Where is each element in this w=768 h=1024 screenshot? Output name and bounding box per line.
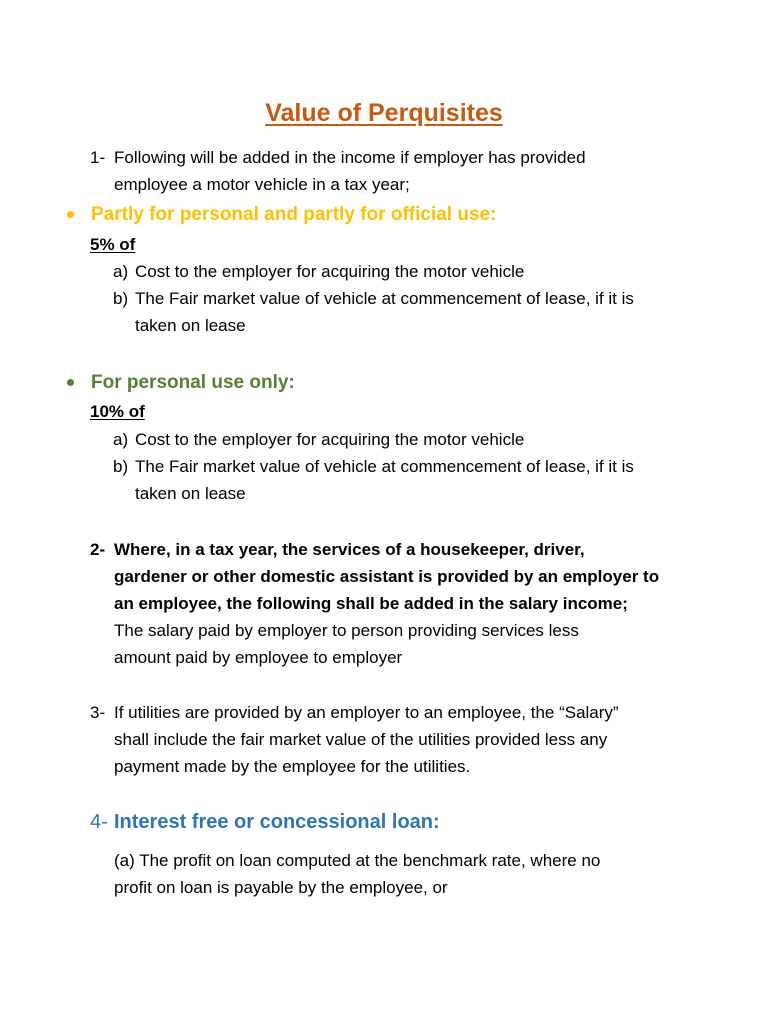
item-1-line-2: employee a motor vehicle in a tax year; xyxy=(114,175,410,194)
item-1 xyxy=(90,144,710,200)
item-2-line-2: amount paid by employee to employer xyxy=(114,648,403,667)
item-4-line-1: (a) The profit on loan computed at the benchmark rate, where no xyxy=(114,851,601,870)
item-3-number: 3- xyxy=(90,703,106,722)
item-2 xyxy=(90,536,710,671)
item-2-bold-line-2: gardener or other domestic assistant is provided by an employer to xyxy=(114,567,660,586)
partly-item-a xyxy=(113,258,713,285)
item-2-bold-line-1: Where, in a tax year, the services of a housekeeper, driver, xyxy=(114,540,585,559)
item-3-line-2: shall include the fair market value of the utilities provided less any xyxy=(114,730,608,749)
partly-item-b xyxy=(113,285,713,339)
personal-item-b xyxy=(113,453,713,507)
personal-heading-text: For personal use only: xyxy=(91,372,295,393)
item-1-number: 1- xyxy=(90,148,106,167)
partly-item-b-line-1: The Fair market value of vehicle at commencement of lease, if it is xyxy=(135,289,634,308)
item-4-body xyxy=(114,847,714,901)
item-4-heading xyxy=(90,808,710,836)
partly-item-a-line-1: Cost to the employer for acquiring the motor vehicle xyxy=(135,262,525,281)
partly-heading xyxy=(67,201,687,229)
item-2-bold-line-3: an employee, the following shall be added in the salary income; xyxy=(114,594,628,613)
personal-item-a-line-1: Cost to the employer for acquiring the motor vehicle xyxy=(135,430,525,449)
partly-item-b-line-2: taken on lease xyxy=(135,316,246,335)
item-2-line-1: The salary paid by employer to person providing services less xyxy=(114,621,579,640)
item-3 xyxy=(90,699,710,780)
personal-item-a xyxy=(113,426,713,453)
item-2-number: 2- xyxy=(90,540,106,559)
item-1-line-1: Following will be added in the income if employer has provided xyxy=(114,148,586,167)
item-3-line-1: If utilities are provided by an employer to an employee, the “Salary” xyxy=(114,703,619,722)
item-1-text xyxy=(114,144,689,198)
personal-item-b-line-1: The Fair market value of vehicle at commencement of lease, if it is xyxy=(135,457,634,476)
personal-heading xyxy=(67,369,687,397)
bullet-icon xyxy=(67,211,74,218)
page-title xyxy=(0,97,768,129)
bullet-icon xyxy=(67,379,74,386)
item-4-heading-text: Interest free or concessional loan: xyxy=(114,811,440,833)
personal-item-b-line-2: taken on lease xyxy=(135,484,246,503)
personal-item-a-label: a) xyxy=(113,430,129,449)
personal-percent: 10% of xyxy=(90,402,145,421)
partly-item-a-label: a) xyxy=(113,262,129,281)
personal-item-b-label: b) xyxy=(113,457,129,476)
item-4-number: 4- xyxy=(90,811,108,833)
partly-percent: 5% of xyxy=(90,235,136,254)
item-2-text xyxy=(114,536,689,671)
item-3-line-3: payment made by the employee for the utilities. xyxy=(114,757,471,776)
item-4-line-2: profit on loan is payable by the employee, or xyxy=(114,878,448,897)
page-title-text: Value of Perquisites xyxy=(265,99,503,127)
partly-heading-text: Partly for personal and partly for official use: xyxy=(91,204,497,225)
item-3-text xyxy=(114,699,689,780)
partly-item-b-label: b) xyxy=(113,289,129,308)
